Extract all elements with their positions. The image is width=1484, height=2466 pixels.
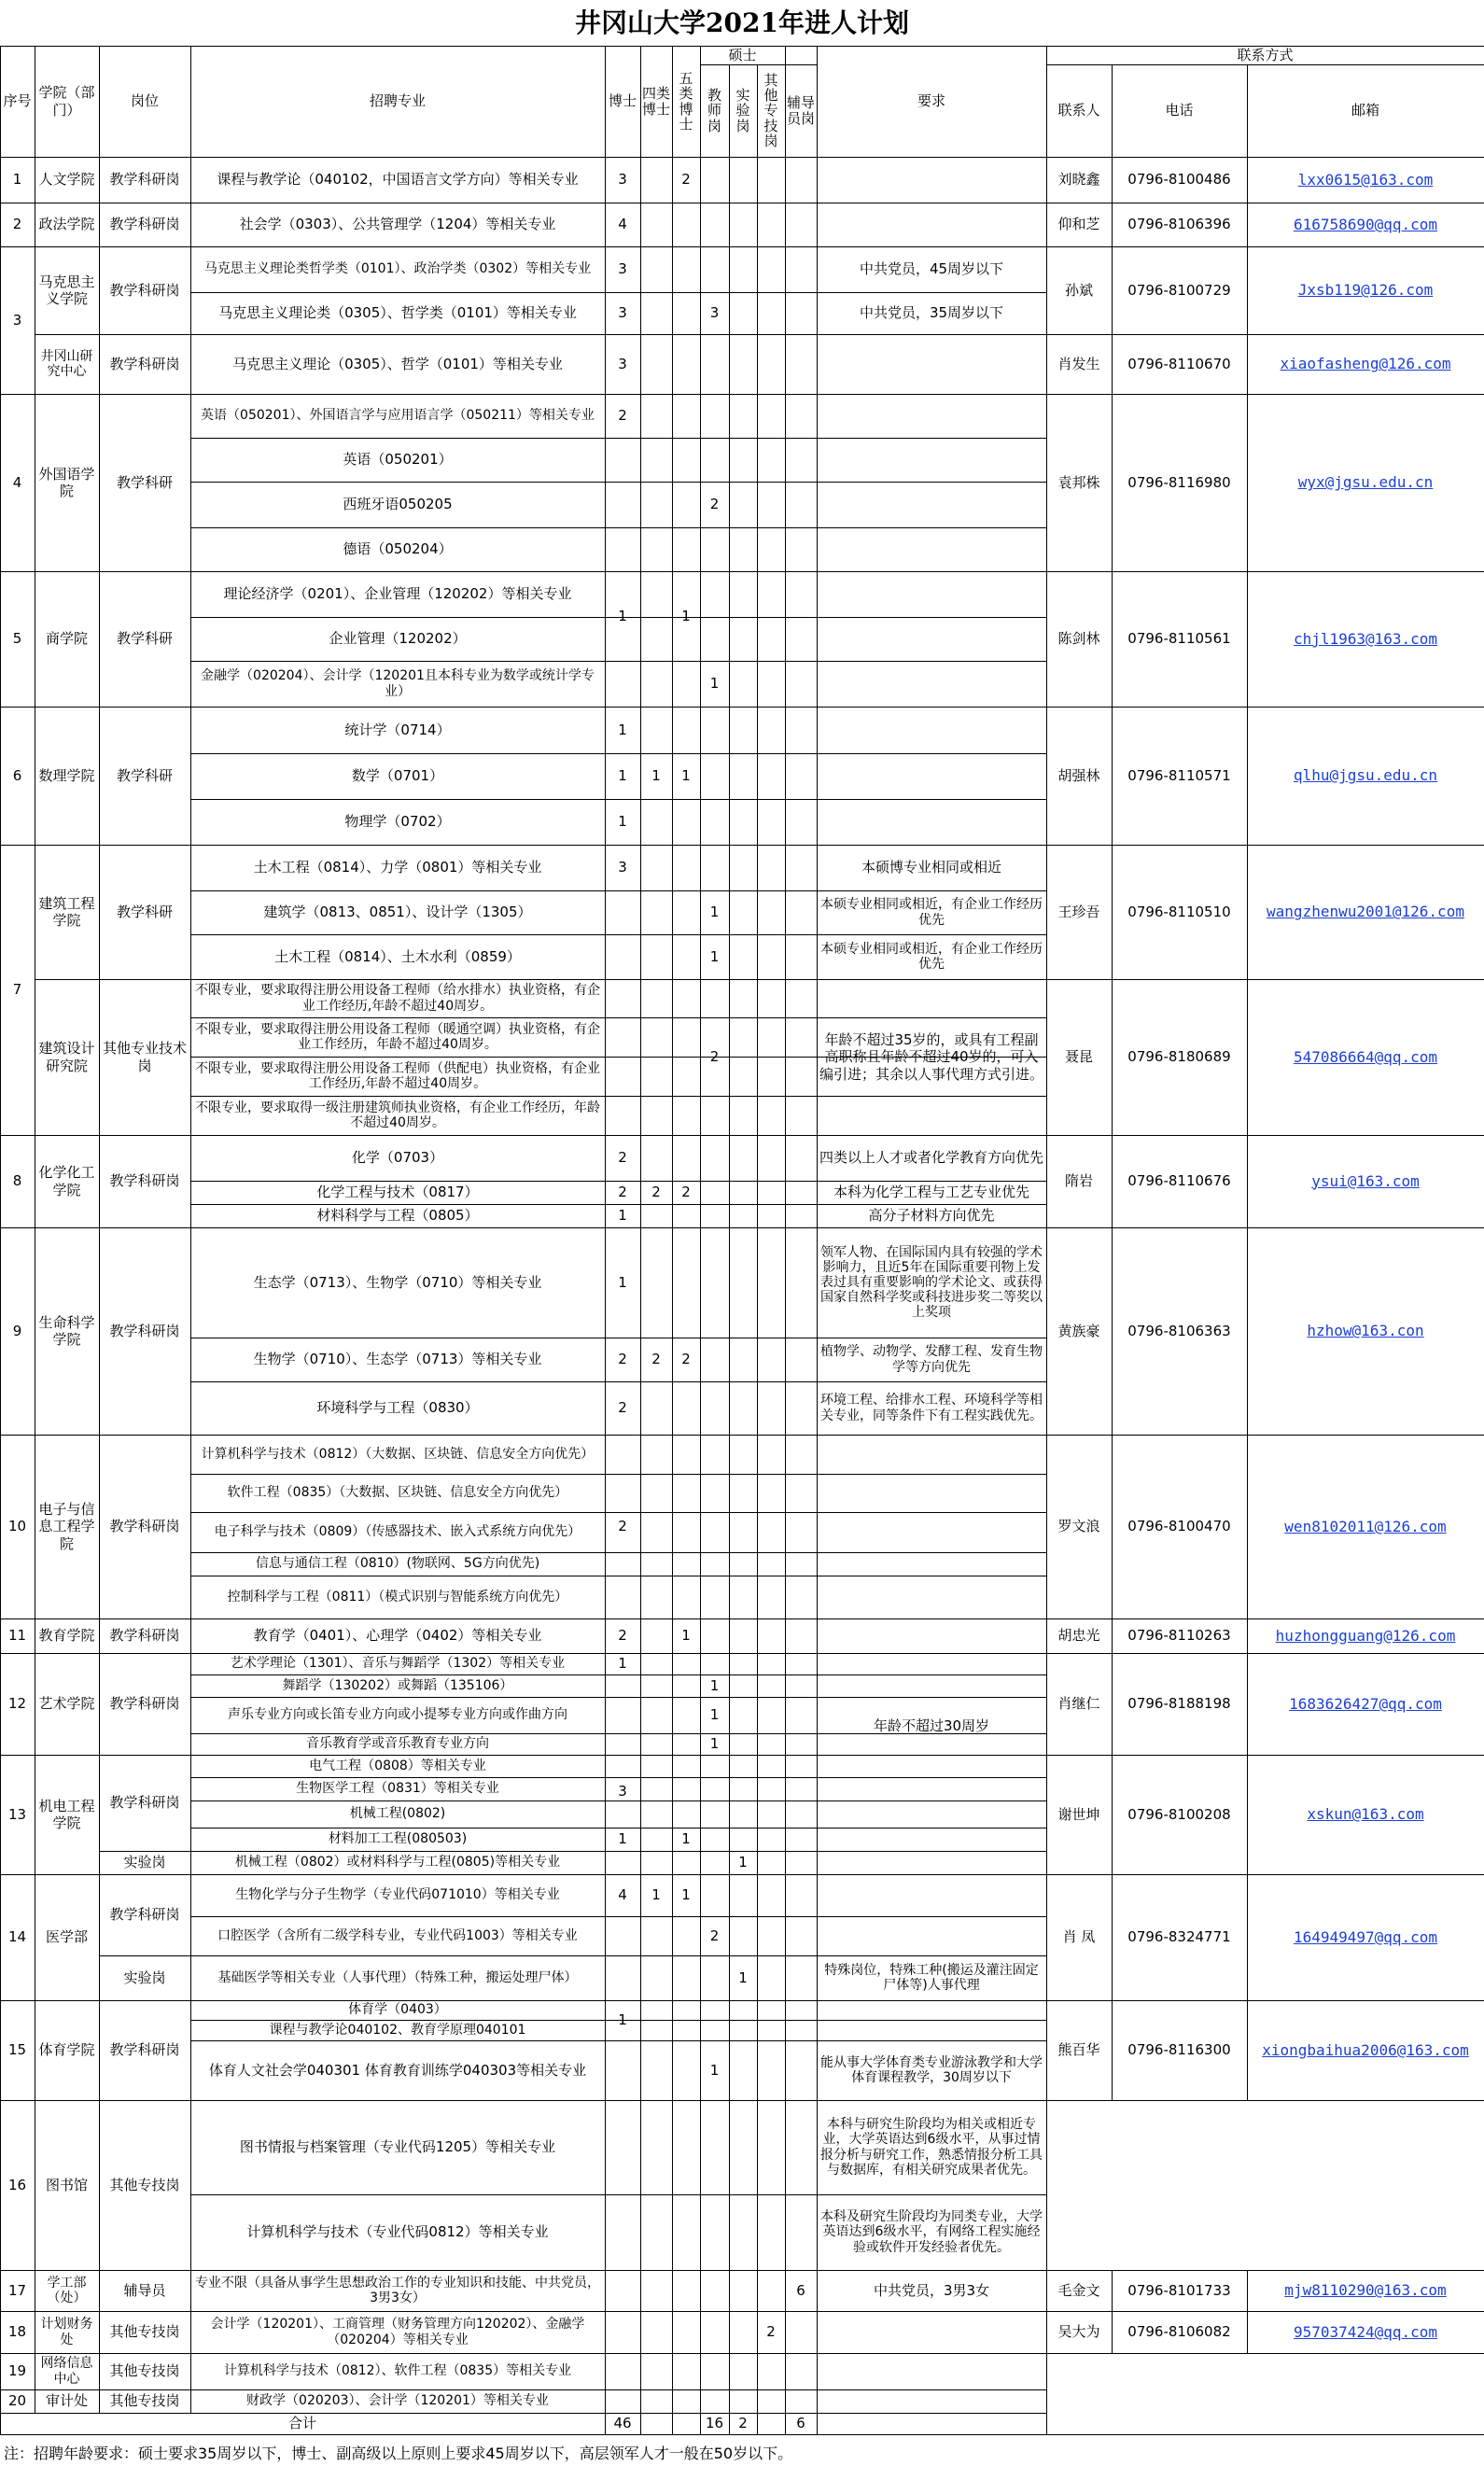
count-master-teacher: 1 xyxy=(709,675,720,693)
total-master-lab: 2 xyxy=(738,2415,748,2432)
header-college: 学院（部门） xyxy=(38,84,95,119)
contact-person: 孙斌 xyxy=(1064,281,1093,299)
contact-person: 胡忠光 xyxy=(1057,1627,1100,1645)
college-name: 医学部 xyxy=(45,1928,88,1946)
count-phd: 2 xyxy=(618,1184,627,1201)
post-name: 教学科研 xyxy=(116,630,173,648)
row-seq: 2 xyxy=(12,216,22,233)
major-text: 声乐专业方向或长笛专业方向或小提琴专业方向或作曲方向 xyxy=(228,1707,567,1723)
college-name: 计划财务处 xyxy=(40,2317,93,2347)
count-phd: 2 xyxy=(618,1518,627,1535)
major-text: 物理学（0702） xyxy=(344,813,451,831)
college-name: 学工部（处） xyxy=(47,2275,87,2305)
requirement-text: 领军人物、在国际国内具有较强的学术影响力，且近5年在国际重要刊物上发表过具有重要影响的学术论文、或获得国家自然科学奖或科技进步奖二等奖以上奖项 xyxy=(820,1244,1043,1321)
contact-phone: 0796-8116980 xyxy=(1127,473,1231,491)
header-phd5: 五类博士 xyxy=(679,70,693,133)
major-text: 计算机科学与技术（0812）（大数据、区块链、信息安全方向优先） xyxy=(201,1446,595,1462)
requirement-text: 本科与研究生阶段均为相关或相近专业，大学英语达到6级水平，从事过情报分析与研究工作，熟悉情报分析工具与数据库，有相关研究成果者优先。 xyxy=(820,2117,1043,2178)
major-text: 机械工程（0802）或材料科学与工程(0805)等相关专业 xyxy=(234,1855,561,1871)
contact-email[interactable]: xskun@163.com xyxy=(1307,1805,1424,1824)
header-master-counselor: 辅导员岗 xyxy=(787,94,816,127)
row-seq: 19 xyxy=(7,2362,27,2380)
contact-phone: 0796-8110561 xyxy=(1127,630,1231,648)
college-name: 艺术学院 xyxy=(38,1695,95,1713)
count-master-teacher: 2 xyxy=(709,1048,720,1066)
major-text: 专业不限（具备从事学生思想政治工作的专业知识和技能、中共党员，3男3女） xyxy=(195,2275,600,2305)
major-text: 舞蹈学（130202）或舞蹈（135106） xyxy=(282,1677,513,1693)
major-text: 社会学（0303）、公共管理学（1204）等相关专业 xyxy=(239,216,556,233)
requirement-text: 环境工程、给排水工程、环境科学等相关专业，同等条件下有工程实践优先。 xyxy=(820,1393,1043,1423)
college-name: 商学院 xyxy=(45,630,88,648)
contact-person: 王珍吾 xyxy=(1057,903,1100,920)
major-text: 口腔医学（含所有二级学科专业，专业代码1003）等相关专业 xyxy=(217,1927,578,1943)
row-seq: 7 xyxy=(12,981,22,999)
college-name: 网络信息中心 xyxy=(40,2356,93,2387)
major-text: 课程与教学论（040102，中国语言文学方向）等相关专业 xyxy=(217,171,579,189)
contact-phone: 0796-8100208 xyxy=(1127,1805,1231,1823)
requirement-text: 高分子材料方向优先 xyxy=(868,1207,995,1225)
post-name: 教学科研岗 xyxy=(109,1794,180,1812)
row-seq: 12 xyxy=(7,1695,27,1713)
major-text: 德语（050204） xyxy=(343,540,453,558)
contact-person: 罗文浪 xyxy=(1057,1518,1100,1535)
count-phd4: 1 xyxy=(651,767,661,785)
major-text: 课程与教学论040102、教育学原理040101 xyxy=(269,2022,526,2038)
major-text: 企业管理（120202） xyxy=(329,630,467,648)
post-name: 辅导员 xyxy=(123,2281,166,2299)
row-seq: 4 xyxy=(12,473,22,491)
major-text: 体育学（0403） xyxy=(348,2002,447,2018)
major-text: 马克思主义理论类哲学类（0101）、政治学类（0302）等相关专业 xyxy=(203,261,592,277)
header-email: 邮箱 xyxy=(1351,102,1379,119)
major-text: 会计学（120201）、工商管理（财务管理方向120202）、金融学（020204）等相关专业 xyxy=(210,2317,585,2347)
major-text: 化学（0703） xyxy=(351,1149,444,1167)
contact-phone: 0796-8110670 xyxy=(1127,355,1231,372)
major-text: 财政学（020203）、会计学（120201）等相关专业 xyxy=(246,2393,549,2409)
count-phd: 3 xyxy=(618,171,627,189)
contact-email[interactable]: 1683626427@qq.com xyxy=(1289,1694,1442,1713)
major-text: 土木工程（0814）、力学（0801）等相关专业 xyxy=(253,859,542,876)
count-phd: 1 xyxy=(618,1207,627,1225)
contact-phone: 0796-8110510 xyxy=(1127,903,1231,920)
requirement-text: 中共党员，45周岁以下 xyxy=(859,260,1004,278)
contact-phone: 0796-8110676 xyxy=(1127,1172,1231,1190)
header-master-other: 其他专技岗 xyxy=(763,72,778,149)
total-master-teacher: 16 xyxy=(705,2415,724,2432)
row-seq: 18 xyxy=(7,2323,27,2341)
major-text: 不限专业，要求取得注册公用设备工程师（暖通空调）执业资格，有企业工作经历，年龄不超过40周岁。 xyxy=(195,1021,600,1052)
major-text: 英语（050201） xyxy=(343,451,453,469)
post-name: 教学科研岗 xyxy=(109,1906,180,1924)
major-text: 化学工程与技术（0817） xyxy=(316,1184,479,1201)
requirement-text: 特殊岗位，特殊工种(搬运及灌注固定尸体等)人事代理 xyxy=(824,1962,1039,1993)
count-master-teacher: 1 xyxy=(709,947,720,965)
contact-phone: 0796-8100486 xyxy=(1127,171,1231,189)
major-text: 不限专业，要求取得一级注册建筑师执业资格，有企业工作经历，年龄不超过40周岁。 xyxy=(195,1100,600,1130)
post-name: 教学科研岗 xyxy=(109,1518,180,1535)
row-seq: 14 xyxy=(7,1928,27,1946)
major-text: 基础医学等相关专业（人事代理）（特殊工种，搬运处理尸体） xyxy=(217,1969,578,1985)
count-phd: 1 xyxy=(618,721,627,738)
contact-email[interactable]: chjl1963@163.com xyxy=(1293,629,1438,648)
post-name: 其他专技岗 xyxy=(109,2323,180,2341)
major-text: 机械工程(0802) xyxy=(349,1806,446,1822)
requirement-text: 本科为化学工程与工艺专业优先 xyxy=(833,1184,1029,1201)
row-seq: 8 xyxy=(12,1172,22,1190)
college-name: 井冈山研究中心 xyxy=(40,348,93,379)
count-phd4: 2 xyxy=(651,1351,661,1368)
requirement-text: 本硕博专业相同或相近 xyxy=(861,859,1001,876)
row-seq: 5 xyxy=(12,630,22,648)
contact-email[interactable]: qlhu@jgsu.edu.cn xyxy=(1293,766,1438,785)
contact-phone: 0796-8324771 xyxy=(1127,1928,1231,1946)
header-requirement: 要求 xyxy=(917,92,945,110)
post-name: 教学科研岗 xyxy=(109,171,180,189)
contact-email[interactable]: ysui@163.com xyxy=(1311,1171,1420,1190)
contact-email[interactable]: wangzhenwu2001@126.com xyxy=(1267,903,1464,921)
count-phd: 2 xyxy=(618,1149,627,1167)
college-name: 审计处 xyxy=(45,2392,88,2410)
contact-person: 肖继仁 xyxy=(1057,1695,1100,1713)
total-phd: 46 xyxy=(613,2415,632,2432)
major-text: 音乐教育学或音乐教育专业方向 xyxy=(306,1736,489,1752)
header-seq: 序号 xyxy=(3,92,32,110)
contact-email[interactable]: 164949497@qq.com xyxy=(1293,1927,1438,1946)
contact-person: 谢世坤 xyxy=(1057,1805,1100,1823)
major-text: 教育学（0401）、心理学（0402）等相关专业 xyxy=(253,1627,542,1645)
count-phd: 4 xyxy=(618,216,627,233)
header-major: 招聘专业 xyxy=(369,92,426,110)
header-contact: 联系人 xyxy=(1057,102,1100,119)
major-text: 艺术学理论（1301）、音乐与舞蹈学（1302）等相关专业 xyxy=(230,1656,566,1672)
row-seq: 17 xyxy=(7,2281,27,2299)
contact-email[interactable]: huzhongguang@126.com xyxy=(1275,1626,1456,1645)
contact-phone: 0796-8106363 xyxy=(1127,1322,1231,1339)
count-phd5: 1 xyxy=(681,1627,691,1645)
college-name: 图书馆 xyxy=(45,2176,88,2193)
header-phd4: 四类博士 xyxy=(642,85,671,118)
requirement-text: 中共党员，3男3女 xyxy=(873,2281,990,2299)
requirement-text: 四类以上人才或者化学教育方向优先 xyxy=(819,1149,1043,1167)
count-phd: 2 xyxy=(618,1399,627,1417)
contact-email[interactable]: wen8102011@126.com xyxy=(1284,1517,1447,1535)
page-title: 井冈山大学2021年进人计划 xyxy=(575,7,909,38)
count-master-other: 2 xyxy=(766,2323,776,2341)
contact-phone: 0796-8180689 xyxy=(1127,1048,1231,1066)
contact-person: 黄族豪 xyxy=(1057,1322,1100,1339)
major-text: 计算机科学与技术（专业代码0812）等相关专业 xyxy=(246,2223,549,2241)
count-phd4: 1 xyxy=(651,1886,661,1904)
count-phd: 3 xyxy=(618,260,627,278)
contact-person: 隋岩 xyxy=(1064,1172,1093,1190)
contact-phone: 0796-8106082 xyxy=(1127,2323,1231,2341)
row-seq: 20 xyxy=(7,2392,27,2410)
count-master-counselor: 6 xyxy=(796,2281,805,2299)
major-text: 材料科学与工程（0805） xyxy=(316,1207,479,1225)
header-contact-group: 联系方式 xyxy=(1237,46,1294,63)
contact-phone: 0796-8188198 xyxy=(1127,1695,1231,1713)
contact-person: 吴大为 xyxy=(1057,2323,1100,2341)
count-phd5: 1 xyxy=(681,767,691,785)
major-text: 不限专业，要求取得注册公用设备工程师（给水排水）执业资格，有企业工作经历,年龄不超过40周岁。 xyxy=(195,983,600,1014)
contact-person: 刘晓鑫 xyxy=(1057,171,1100,189)
count-master-teacher: 2 xyxy=(709,1927,720,1944)
count-phd: 3 xyxy=(618,304,627,322)
post-name: 教学科研岗 xyxy=(109,2041,180,2059)
total-master-counselor: 6 xyxy=(796,2415,805,2432)
header-master-lab: 实验岗 xyxy=(735,87,750,134)
college-name: 生命科学学院 xyxy=(38,1313,95,1348)
contact-person: 肖发生 xyxy=(1057,355,1100,372)
contact-email[interactable]: hzhow@163.con xyxy=(1307,1322,1424,1340)
count-phd: 3 xyxy=(618,859,627,876)
major-text: 金融学（020204）、会计学（120201且本科专业为数学或统计学专业） xyxy=(201,668,595,699)
post-name: 实验岗 xyxy=(123,1969,166,1986)
row-seq: 1 xyxy=(12,171,22,189)
contact-person: 毛金文 xyxy=(1057,2281,1100,2299)
major-text: 不限专业，要求取得注册公用设备工程师（供配电）执业资格，有企业工作经历,年龄不超过40周岁。 xyxy=(195,1060,600,1091)
major-text: 土木工程（0814）、土木水利（0859） xyxy=(274,947,521,965)
major-text: 图书情报与档案管理（专业代码1205）等相关专业 xyxy=(239,2138,556,2156)
post-name: 教学科研 xyxy=(116,473,173,491)
count-phd5: 1 xyxy=(681,1886,691,1904)
contact-person: 聂昆 xyxy=(1064,1048,1093,1066)
college-name: 机电工程学院 xyxy=(38,1797,95,1831)
college-name: 建筑设计研究院 xyxy=(38,1040,95,1074)
major-text: 数学（0701） xyxy=(351,767,444,785)
contact-email[interactable]: xiaofasheng@126.com xyxy=(1280,355,1451,373)
post-name: 教学科研 xyxy=(116,766,173,784)
contact-email[interactable]: xiongbaihua2006@163.com xyxy=(1262,2040,1469,2059)
post-name: 教学科研岗 xyxy=(109,1322,180,1339)
post-name: 其他专技岗 xyxy=(109,2176,180,2193)
count-master-teacher: 1 xyxy=(709,1706,720,1724)
requirement-text: 本硕专业相同或相近，有企业工作经历优先 xyxy=(820,941,1043,972)
post-name: 其他专技岗 xyxy=(109,2362,180,2380)
contact-email[interactable]: Jxsb119@126.com xyxy=(1297,281,1434,300)
contact-phone: 0796-8110263 xyxy=(1127,1627,1231,1645)
college-name: 数理学院 xyxy=(38,766,95,784)
requirement-text: 能从事大学体育类专业游泳教学和大学体育课程教学，30周岁以下 xyxy=(820,2054,1043,2085)
row-seq: 6 xyxy=(12,766,22,784)
count-phd5: 2 xyxy=(681,1351,691,1368)
header-phone: 电话 xyxy=(1165,102,1194,119)
contact-person: 熊百华 xyxy=(1057,2041,1100,2059)
row-seq: 16 xyxy=(7,2176,27,2193)
count-phd: 1 xyxy=(618,2011,627,2029)
count-phd: 1 xyxy=(618,607,627,624)
contact-person: 仰和芝 xyxy=(1057,216,1100,233)
major-text: 马克思主义理论（0305）、哲学（0101）等相关专业 xyxy=(232,355,563,372)
header-master-teacher: 教师岗 xyxy=(707,87,721,134)
row-seq: 9 xyxy=(12,1322,22,1339)
major-text: 软件工程（0835）（大数据、区块链、信息安全方向优先） xyxy=(227,1485,568,1501)
post-name: 教学科研岗 xyxy=(109,1172,180,1190)
major-text: 马克思主义理论类（0305）、哲学类（0101）等相关专业 xyxy=(218,304,577,322)
major-text: 生态学（0713）、生物学（0710）等相关专业 xyxy=(253,1273,542,1291)
count-phd5: 2 xyxy=(681,1184,691,1201)
contact-email[interactable]: lxx0615@163.com xyxy=(1297,170,1434,189)
count-phd: 2 xyxy=(618,1627,627,1645)
requirement-text: 植物学、动物学、发酵工程、发育生物学等方向优先 xyxy=(820,1344,1043,1375)
count-phd4: 2 xyxy=(651,1184,661,1201)
row-seq: 10 xyxy=(7,1518,27,1535)
requirement-text: 本硕专业相同或相近，有企业工作经历优先 xyxy=(820,897,1043,928)
count-phd5: 1 xyxy=(681,1830,691,1848)
contact-person: 陈剑林 xyxy=(1057,630,1100,648)
count-phd: 1 xyxy=(618,1830,627,1848)
post-name: 实验岗 xyxy=(123,1854,166,1871)
count-master-teacher: 1 xyxy=(709,1676,720,1694)
contact-person: 袁邦株 xyxy=(1057,473,1100,491)
header-phd: 博士 xyxy=(608,92,637,110)
count-phd: 3 xyxy=(618,355,627,372)
major-text: 统计学（0714） xyxy=(344,721,451,738)
requirement-text: 本科及研究生阶段均为同类专业，大学英语达到6级水平，有网络工程实施经验或软件开发经验者优先。 xyxy=(820,2209,1043,2255)
contact-email[interactable]: 957037424@qq.com xyxy=(1293,2322,1438,2341)
post-name: 教学科研岗 xyxy=(109,1627,180,1645)
major-text: 生物学（0710）、生态学（0713）等相关专业 xyxy=(253,1351,542,1368)
count-phd: 2 xyxy=(618,1351,627,1368)
contact-person: 肖 凤 xyxy=(1062,1928,1096,1946)
college-name: 化学化工学院 xyxy=(38,1164,95,1198)
requirement-text: 中共党员，35周岁以下 xyxy=(859,304,1004,322)
major-text: 建筑学（0813、0851）、设计学（1305） xyxy=(263,904,532,921)
post-name: 教学科研岗 xyxy=(109,216,180,233)
total-label: 合计 xyxy=(287,2415,316,2432)
post-name: 其他专业技术岗 xyxy=(102,1040,187,1074)
major-text: 电子科学与技术（0809）（传感器技术、嵌入式系统方向优先） xyxy=(214,1524,581,1540)
count-phd5: 1 xyxy=(681,607,691,624)
row-seq: 3 xyxy=(12,311,22,329)
row-seq: 13 xyxy=(7,1805,27,1823)
count-master-teacher: 3 xyxy=(709,304,720,322)
contact-phone: 0796-8116300 xyxy=(1127,2041,1231,2059)
major-text: 英语（050201）、外国语言学与应用语言学（050211）等相关专业 xyxy=(201,408,595,424)
count-master-lab: 1 xyxy=(738,1854,748,1871)
major-text: 体育人文社会学040301 体育教育训练学040303等相关专业 xyxy=(208,2061,587,2079)
count-master-lab: 1 xyxy=(738,1969,748,1986)
contact-person: 胡强林 xyxy=(1057,766,1100,784)
header-master: 硕士 xyxy=(728,46,757,63)
count-master-teacher: 1 xyxy=(709,2061,720,2079)
contact-phone: 0796-8110571 xyxy=(1127,766,1231,784)
college-name: 人文学院 xyxy=(38,171,95,189)
requirement-text: 年龄不超过35岁的，或具有工程副高职称且年龄不超过40岁的，可入编引进；其余以人事代理方式引进。 xyxy=(819,1031,1043,1083)
college-name: 体育学院 xyxy=(38,2041,95,2059)
count-phd: 1 xyxy=(618,767,627,785)
major-text: 西班牙语050205 xyxy=(343,496,453,513)
college-name: 教育学院 xyxy=(38,1627,95,1645)
post-name: 教学科研岗 xyxy=(109,281,180,299)
contact-email[interactable]: 616758690@qq.com xyxy=(1293,215,1438,233)
post-name: 教学科研 xyxy=(116,903,173,920)
count-master-teacher: 2 xyxy=(709,496,720,513)
post-name: 教学科研岗 xyxy=(109,355,180,372)
college-name: 政法学院 xyxy=(38,216,95,233)
college-name: 外国语学院 xyxy=(38,465,95,499)
row-seq: 11 xyxy=(7,1627,27,1645)
count-phd: 1 xyxy=(618,1273,627,1291)
major-text: 环境科学与工程（0830） xyxy=(316,1399,479,1417)
count-phd5: 2 xyxy=(681,171,691,189)
row-seq: 15 xyxy=(7,2041,27,2059)
contact-phone: 0796-8100729 xyxy=(1127,281,1231,299)
count-master-teacher: 1 xyxy=(709,904,720,921)
footnote: 注：招聘年龄要求：硕士要求35周岁以下，博士、副高级以上原则上要求45周岁以下，高层领军人才一般在50岁以下。 xyxy=(4,2445,793,2462)
major-text: 计算机科学与技术（0812）、软件工程（0835）等相关专业 xyxy=(223,2363,572,2379)
college-name: 电子与信息工程学院 xyxy=(38,1501,95,1552)
major-text: 信息与通信工程（0810）(物联网、5G方向优先) xyxy=(255,1556,540,1572)
major-text: 生物化学与分子生物学（专业代码071010）等相关专业 xyxy=(235,1887,560,1903)
college-name: 马克思主义学院 xyxy=(38,273,95,307)
count-master-teacher: 1 xyxy=(709,1735,720,1753)
major-text: 生物医学工程（0831）等相关专业 xyxy=(296,1781,499,1797)
count-phd: 4 xyxy=(618,1886,627,1904)
count-phd: 1 xyxy=(618,1655,627,1673)
contact-phone: 0796-8101733 xyxy=(1127,2281,1231,2299)
contact-email[interactable]: wyx@jgsu.edu.cn xyxy=(1297,473,1434,492)
major-text: 材料加工工程(080503) xyxy=(328,1831,468,1847)
major-text: 电气工程（0808）等相关专业 xyxy=(309,1758,486,1773)
post-name: 教学科研岗 xyxy=(109,1695,180,1713)
header-post: 岗位 xyxy=(130,92,159,110)
post-name: 其他专技岗 xyxy=(109,2392,180,2410)
count-phd: 2 xyxy=(618,407,627,425)
count-phd: 1 xyxy=(618,813,627,831)
contact-phone: 0796-8106396 xyxy=(1127,216,1231,233)
requirement-text: 年龄不超过30周岁 xyxy=(873,1716,990,1734)
major-text: 理论经济学（0201）、企业管理（120202）等相关专业 xyxy=(223,585,572,603)
contact-email[interactable]: 547086664@qq.com xyxy=(1293,1047,1438,1066)
contact-email[interactable]: mjw8110290@163.com xyxy=(1284,2281,1447,2300)
contact-phone: 0796-8100470 xyxy=(1127,1518,1231,1535)
college-name: 建筑工程学院 xyxy=(38,894,95,929)
count-phd: 3 xyxy=(618,1782,627,1800)
major-text: 控制科学与工程（0811）（模式识别与智能系统方向优先） xyxy=(227,1589,568,1604)
